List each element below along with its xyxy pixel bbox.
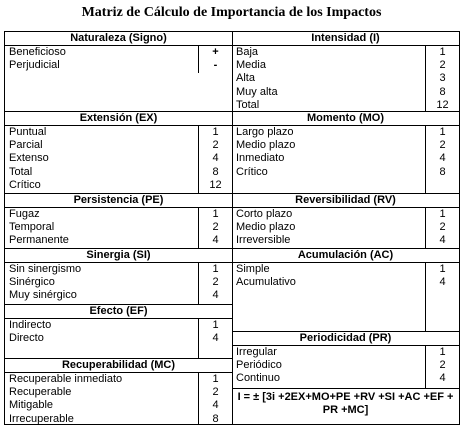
section-header: Momento (MO)	[232, 111, 459, 126]
row-label: Simple	[236, 263, 270, 275]
row-label: Recuperable	[9, 386, 72, 399]
row-label: Extenso	[9, 152, 49, 165]
row-value: 4	[439, 234, 446, 247]
row-value: 2	[439, 59, 446, 72]
section-reversibilidad	[232, 193, 459, 248]
table-row	[232, 99, 459, 112]
row-value: 4	[212, 399, 219, 412]
section-naturaleza	[5, 32, 232, 73]
row-label: Temporal	[9, 221, 55, 234]
row-value: 2	[212, 221, 219, 234]
row-value: 2	[439, 139, 446, 152]
table-row	[5, 139, 232, 152]
section-header: Recuperabilidad (MC)	[5, 358, 232, 373]
table-row	[232, 346, 459, 359]
row-label: Continuo	[236, 372, 281, 385]
row-value: 2	[212, 276, 219, 289]
row-label: Parcial	[9, 139, 43, 152]
row-value: 4	[212, 152, 219, 165]
row-value: 1	[439, 263, 446, 275]
row-label: Inmediato	[236, 152, 285, 165]
table-row	[5, 386, 232, 399]
row-value: 1	[439, 208, 446, 220]
table-row	[5, 399, 232, 412]
row-value: 4	[439, 276, 446, 289]
row-label: Sin sinergismo	[9, 263, 82, 275]
section-header: Naturaleza (Signo)	[5, 32, 232, 46]
row-value: 12	[436, 98, 449, 111]
section-header: Efecto (EF)	[5, 304, 232, 319]
table-row	[5, 179, 232, 192]
row-label: Irregular	[236, 346, 277, 358]
row-label: Irrecuperable	[9, 412, 74, 425]
table-row	[232, 166, 459, 179]
section-periodicidad	[232, 331, 459, 388]
row-label: Indirecto	[9, 319, 52, 331]
table-row	[232, 221, 459, 234]
section-efecto	[5, 304, 232, 358]
table-row	[232, 263, 459, 276]
row-value: 4	[439, 152, 446, 165]
row-label: Recuperable inmediato	[9, 373, 123, 385]
section-header: Periodicidad (PR)	[232, 331, 459, 346]
row-label: Largo plazo	[236, 126, 294, 138]
row-value: 1	[439, 126, 446, 138]
row-label: Perjudicial	[9, 59, 60, 72]
row-label: Total	[9, 165, 33, 178]
table-row	[5, 166, 232, 179]
table-row	[232, 234, 459, 247]
row-value: 8	[212, 165, 219, 178]
row-value: 8	[212, 412, 219, 425]
section-extension	[5, 111, 232, 193]
section-header: Extensión (EX)	[5, 111, 232, 126]
formula-cell	[232, 388, 459, 424]
row-label: Irreversible	[236, 234, 291, 247]
row-label: Crítico	[9, 178, 41, 191]
row-value: 1	[212, 373, 219, 385]
row-value: +	[212, 46, 219, 58]
table-row	[5, 46, 232, 59]
table-row	[232, 86, 459, 99]
row-value: 1	[212, 126, 219, 138]
section-header: Acumulación (AC)	[232, 248, 459, 263]
row-label: Permanente	[9, 234, 69, 247]
row-value: 3	[439, 72, 446, 85]
section-recuperabilidad	[5, 358, 232, 424]
row-label: Media	[236, 59, 266, 72]
section-header: Reversibilidad (RV)	[232, 193, 459, 208]
row-label: Periódico	[236, 359, 282, 372]
impact-matrix-table	[4, 31, 460, 425]
table-row	[232, 126, 459, 139]
row-label: Fugaz	[9, 208, 40, 220]
section-header: Intensidad (I)	[232, 32, 459, 46]
row-label: Baja	[236, 46, 259, 58]
row-label: Muy sinérgico	[9, 289, 77, 302]
row-label: Puntual	[9, 126, 47, 138]
table-row	[232, 372, 459, 385]
row-label: Medio plazo	[236, 139, 296, 152]
table-row	[5, 234, 232, 247]
row-label: Muy alta	[236, 85, 278, 98]
row-value: 8	[439, 165, 446, 178]
row-value: 12	[209, 178, 222, 191]
page-title: Matriz de Cálculo de Importancia de los Impactos	[81, 5, 382, 20]
table-row	[5, 276, 232, 289]
table-row	[5, 289, 232, 302]
section-momento	[232, 111, 459, 193]
table-row	[232, 46, 459, 59]
table-row	[232, 72, 459, 85]
row-value: 4	[212, 234, 219, 247]
section-header: Persistencia (PE)	[5, 193, 232, 208]
section-acumulacion	[232, 248, 459, 331]
importance-formula: I = ± [3i +2EX+MO+PE +RV +SI +AC +EF + PR +MC]	[237, 391, 454, 416]
row-label: Directo	[9, 332, 44, 345]
row-label: Mitigable	[9, 399, 54, 412]
row-value: 1	[439, 46, 446, 58]
row-label: Alta	[236, 72, 255, 85]
row-value: 2	[212, 139, 219, 152]
table-row	[5, 263, 232, 276]
row-label: Acumulativo	[236, 276, 296, 289]
table-row	[5, 126, 232, 139]
section-sinergia	[5, 248, 232, 304]
row-label: Corto plazo	[236, 208, 293, 220]
row-value: 4	[212, 332, 219, 345]
row-value: 1	[212, 208, 219, 220]
row-value: 1	[439, 346, 446, 358]
table-row	[5, 152, 232, 165]
row-value: 2	[439, 359, 446, 372]
table-row	[232, 152, 459, 165]
section-intensidad	[232, 32, 459, 111]
row-value: 4	[212, 289, 219, 302]
row-label: Total	[236, 98, 260, 111]
table-row	[5, 208, 232, 221]
table-row	[232, 139, 459, 152]
table-row	[5, 373, 232, 386]
row-value: 1	[212, 263, 219, 275]
row-value: 4	[439, 372, 446, 385]
table-row	[232, 276, 459, 289]
row-value: 1	[212, 319, 219, 331]
table-row	[232, 208, 459, 221]
table-row	[5, 413, 232, 426]
row-label: Sinérgico	[9, 276, 55, 289]
section-header: Sinergia (SI)	[5, 248, 232, 263]
row-label: Medio plazo	[236, 221, 296, 234]
table-row	[232, 59, 459, 72]
table-row	[5, 319, 232, 332]
row-value: 8	[439, 85, 446, 98]
row-value: 2	[212, 386, 219, 399]
row-label: Crítico	[236, 165, 268, 178]
row-value: -	[213, 59, 218, 72]
section-persistencia	[5, 193, 232, 248]
table-row	[5, 332, 232, 345]
table-row	[232, 359, 459, 372]
row-label: Beneficioso	[9, 46, 66, 58]
row-value: 2	[439, 221, 446, 234]
right-column	[232, 32, 459, 424]
table-row	[5, 59, 232, 72]
left-column	[5, 32, 233, 424]
table-row	[5, 221, 232, 234]
